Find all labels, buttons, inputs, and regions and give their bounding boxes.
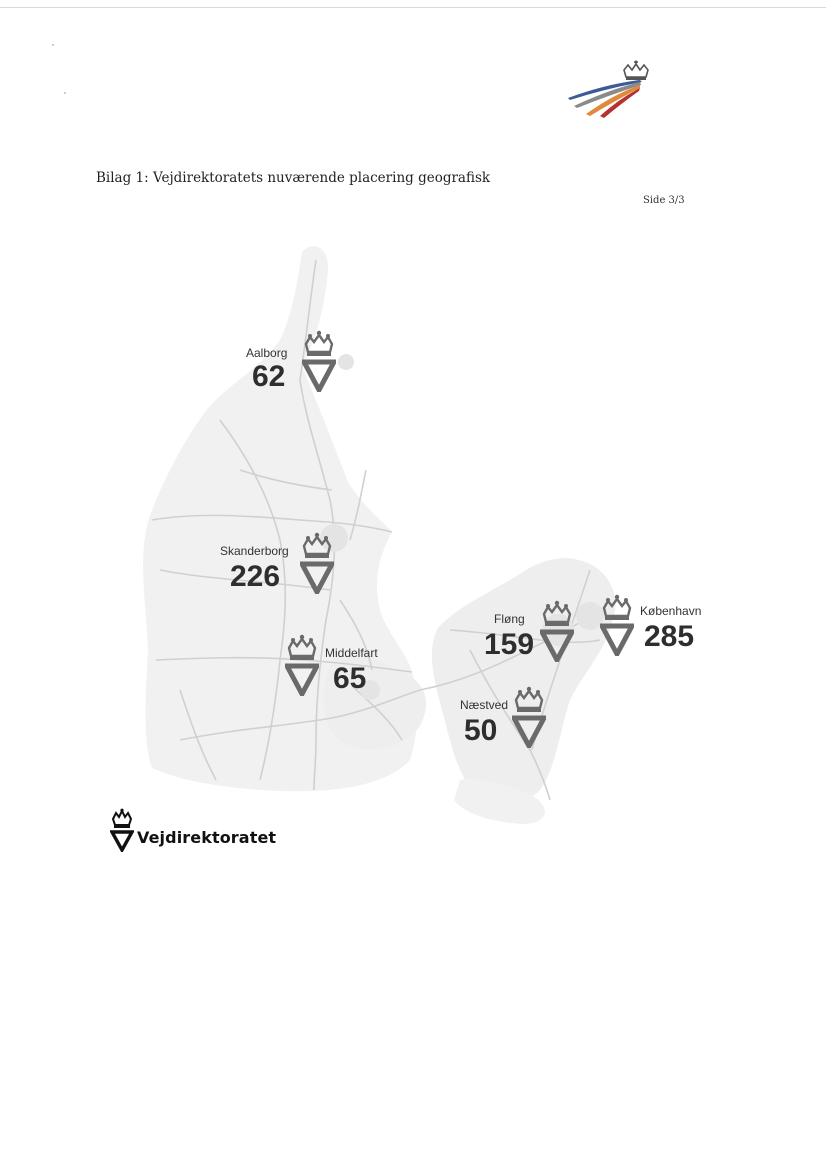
crown-emblem-icon — [300, 532, 334, 594]
office-name: København — [640, 604, 702, 618]
office-name: Skanderborg — [220, 544, 289, 558]
office-name: Aalborg — [246, 346, 288, 360]
office-count: 159 — [484, 628, 535, 661]
crown-emblem-icon — [302, 330, 336, 392]
scan-speck — [64, 92, 66, 94]
brand-name: Vejdirektoratet — [137, 828, 277, 847]
vejdirektoratet-corner-logo — [566, 60, 656, 118]
office-name: Fløng — [494, 612, 525, 626]
crown-emblem-icon — [110, 808, 134, 852]
office-name: Middelfart — [325, 646, 378, 660]
document-title: Bilag 1: Vejdirektoratets nuværende placering geografisk — [96, 170, 491, 186]
office-locations-map — [120, 220, 760, 860]
office-count: 65 — [333, 662, 367, 695]
crown-emblem-icon — [512, 686, 546, 748]
crown-emblem-icon — [285, 634, 319, 696]
denmark-map — [120, 220, 760, 860]
crown-emblem-icon — [600, 594, 634, 656]
office-marker-naestved[interactable] — [460, 684, 660, 764]
office-marker-kobenhavn[interactable] — [600, 594, 800, 674]
crown-icon — [624, 61, 648, 81]
page-number: Side 3/3 — [643, 195, 685, 206]
brand-logo — [110, 808, 330, 856]
top-rule — [0, 7, 826, 8]
crown-emblem-icon — [540, 600, 574, 662]
office-count: 62 — [252, 360, 286, 393]
road-stripes-icon — [568, 80, 642, 118]
office-name: Næstved — [460, 698, 509, 712]
office-marker-skanderborg[interactable] — [220, 532, 420, 612]
office-count: 50 — [464, 714, 498, 747]
scan-speck — [52, 44, 54, 46]
office-marker-middelfart[interactable] — [285, 634, 485, 714]
office-marker-aalborg[interactable] — [246, 330, 446, 410]
office-count: 285 — [644, 620, 695, 653]
office-count: 226 — [230, 560, 281, 593]
